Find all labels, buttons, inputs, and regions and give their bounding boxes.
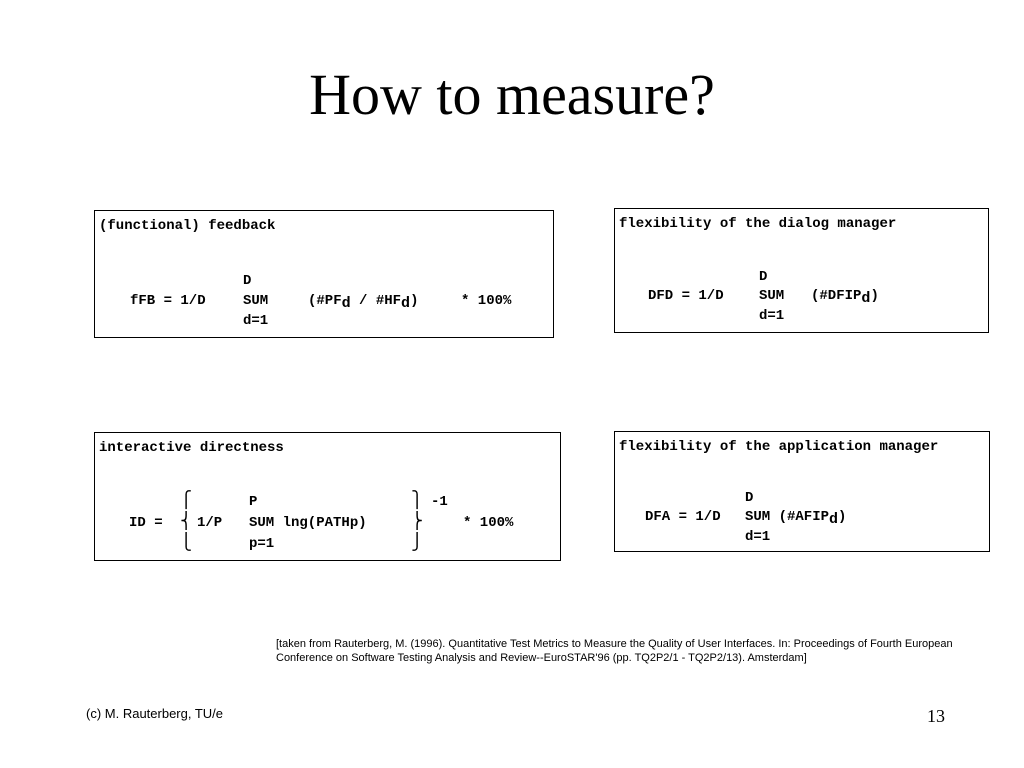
left-brace-icon: ⎧ ⎨ ⎩ [180,490,192,551]
dialog-lhs: DFD = 1/D [648,288,724,304]
dialog-sub: d [861,290,871,307]
application-manager-formula-box [614,431,990,552]
citation-text: [taken from Rauterberg, M. (1996). Quantitative Test Metrics to Measure the Quality of User Interfaces. In: Proceedings of Fourth European Conference on Software Testing Analysis and Review--EuroSTAR'96 (pp. TQ2P2/1 - TQ2P2/13). Amsterdam] [276,638,953,664]
application-upper-limit: D [745,490,754,506]
page-number: 13 [927,706,945,726]
directness-formula-box [94,432,561,561]
application-manager-header: flexibility of the application manager [619,439,939,455]
dialog-lower-limit: d=1 [759,308,785,324]
application-open: SUM (#AFIP [745,509,830,525]
feedback-close: ) [410,293,419,309]
feedback-header: (functional) feedback [99,218,276,234]
directness-factor: * 100% [463,515,514,531]
feedback-formula-box [94,210,554,338]
dialog-sum: SUM [759,288,785,304]
directness-term: 1/P [197,515,223,531]
feedback-sub-2: d [401,295,411,312]
directness-lower-limit: p=1 [249,536,275,552]
dialog-manager-formula-box [614,208,989,333]
feedback-lhs: fFB = 1/D [130,293,206,309]
dialog-open: (#DFIP [811,288,862,304]
dialog-upper-limit: D [759,269,768,285]
dialog-term [811,288,879,307]
right-brace-icon: ⎫ ⎬ ⎭ [411,490,423,551]
feedback-upper-limit: D [243,273,252,289]
feedback-lower-limit: d=1 [243,313,269,329]
directness-lhs: ID = [129,515,163,531]
feedback-sum: SUM [243,293,269,309]
feedback-factor: * 100% [461,293,512,309]
directness-exponent: -1 [431,494,448,510]
directness-upper-limit: P [249,494,258,510]
application-close: ) [838,509,847,525]
feedback-mid: / #HF [350,293,402,309]
directness-sum: SUM lng(PATHp) [249,515,367,531]
slide-title: How to measure? [309,62,715,127]
application-sub: d [829,511,839,528]
dialog-manager-header: flexibility of the dialog manager [619,216,897,232]
application-lhs: DFA = 1/D [645,509,721,525]
dialog-close: ) [870,288,879,304]
feedback-ratio [308,293,419,312]
application-sum [745,509,847,528]
directness-header: interactive directness [99,440,284,456]
feedback-sub-1: d [341,295,351,312]
feedback-open: (#PF [308,293,342,309]
application-lower-limit: d=1 [745,529,771,545]
footer-copyright: (c) M. Rauterberg, TU/e [86,706,224,721]
